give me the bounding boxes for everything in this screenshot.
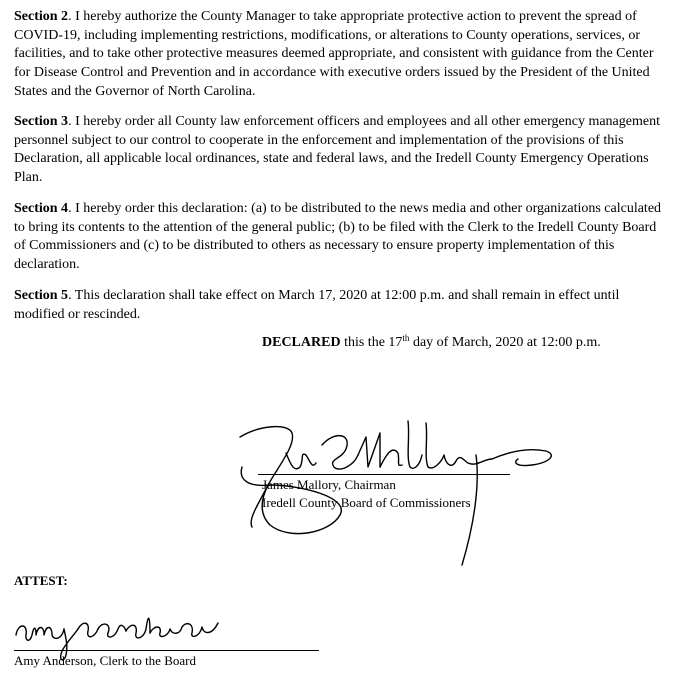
declared-text-after: day of March, 2020 at 12:00 p.m. bbox=[409, 335, 601, 350]
section-3-text: . I hereby order all County law enforcement officers and employees and all other emergency management personnel subject to our control to cooperate in the enforcement and implementation of the provisions of this Declaration, all applicable local ordinances, state and federal laws, and the Iredell County Emergency Operations Plan. bbox=[14, 114, 660, 186]
section-2-label: Section 2 bbox=[14, 9, 69, 24]
clerk-name: Amy Anderson, Clerk to the Board bbox=[14, 653, 196, 668]
clerk-signature-line bbox=[14, 650, 319, 651]
declared-lead: DECLARED bbox=[262, 335, 341, 350]
section-5-paragraph bbox=[14, 287, 664, 324]
section-3-label: Section 3 bbox=[14, 114, 69, 129]
section-4-text: . I hereby order this declaration: (a) to be distributed to the news media and other organizations calculated to bring its contents to the attention of the general public; (b) to be filed with the Clerk to the Iredell County Board of Commissioners and (c) to be distributed to others as necessary to ensure property implementation of this declaration. bbox=[14, 201, 662, 273]
section-5-label: Section 5 bbox=[14, 288, 69, 303]
chairman-signature-line bbox=[258, 474, 510, 475]
chairman-name: James Mallory, Chairman bbox=[262, 477, 396, 492]
section-2-text: . I hereby authorize the County Manager to take appropriate protective action to prevent the spread of COVID-19, including implementing restrictions, modifications, or alterations to County operations, services, or facilities, and to take other protective measures deemed appropriate, and consistent with guidance from the Center for Disease Control and Prevention and in accordance with executive orders issued by the President of the United States and the Governor of North Carolina. bbox=[14, 9, 654, 99]
section-5-text: . This declaration shall take effect on March 17, 2020 at 12:00 p.m. and shall remain in effect until modified or rescinded. bbox=[14, 288, 620, 322]
declared-text-before: this the 17 bbox=[340, 335, 403, 350]
section-3-paragraph bbox=[14, 113, 664, 188]
declared-statement bbox=[262, 334, 601, 352]
chairman-title: Iredell County Board of Commissioners bbox=[262, 495, 471, 510]
section-4-paragraph bbox=[14, 200, 664, 275]
declared-ordinal-suffix: th bbox=[402, 333, 410, 343]
section-4-label: Section 4 bbox=[14, 201, 69, 216]
attest-label: ATTEST: bbox=[14, 573, 68, 588]
section-2-paragraph bbox=[14, 8, 664, 102]
